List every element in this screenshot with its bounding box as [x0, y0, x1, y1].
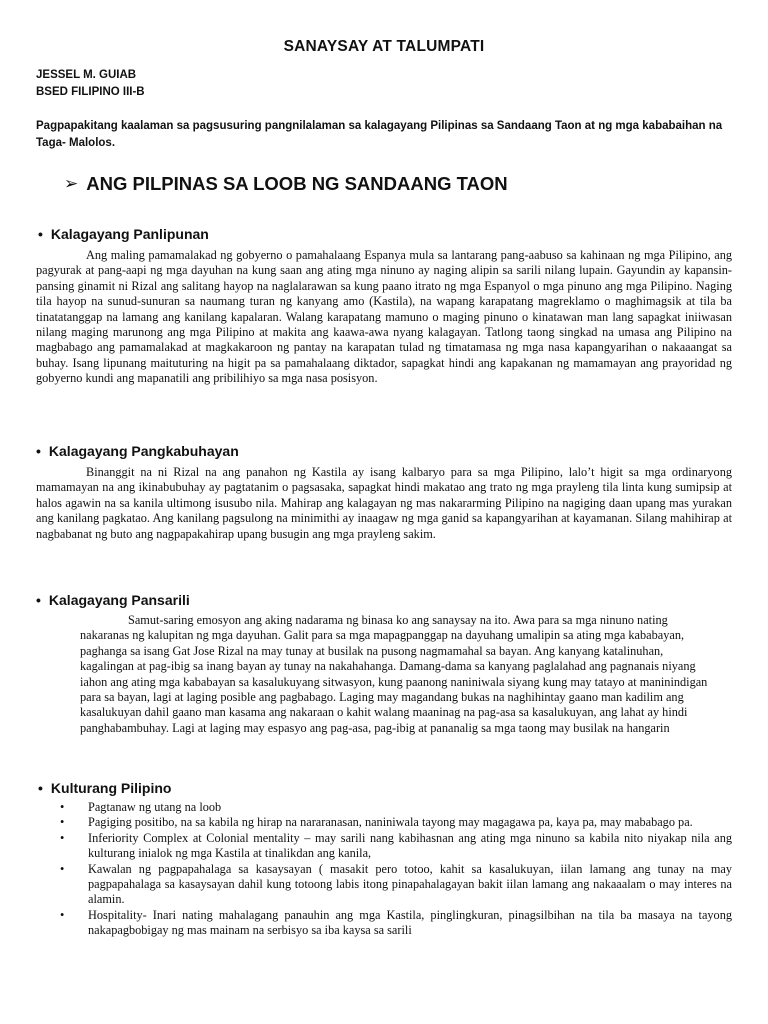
- bullet-icon: •: [60, 815, 65, 830]
- section-body-panlipunan: [36, 248, 732, 387]
- list-item: • Hospitality- Inari nating mahalagang panauhin ang mga Kastila, pinglingkuran, pinagsilbihan na tila ba masaya na tayong nakapagbobigay ng mas mainam na serbisyo sa iba kaysa sa sarili: [60, 907, 732, 938]
- section-heading-text: Kalagayang Pangkabuhayan: [48, 443, 239, 459]
- list-item: • Inferiority Complex at Colonial mentality – may sarili nang kabihasnan ang ating mga ninuno sa kabila nito niyakap nila ang kulturang inialok ng mga Kastila at tinalikdan ang kanila,: [60, 830, 732, 861]
- bullet-icon: •: [38, 780, 43, 796]
- main-heading: [64, 173, 508, 195]
- section-heading-text: Kalagayang Panlipunan: [50, 226, 209, 242]
- list-item: • Pagtanaw ng utang na loob: [60, 800, 222, 814]
- author-name: JESSEL M. GUIAB: [36, 69, 137, 81]
- author-course: BSED FILIPINO III-B: [36, 86, 145, 98]
- bullet-icon: •: [60, 907, 65, 922]
- paragraph-text: Binanggit na ni Rizal na ang panahon ng Kastila ay isang kalbaryo para sa mga Pilipino, lalo’t higit sa mga ordinaryong mamamayan na ang ikinabubuhay ay pagtatanim o pagsasaka, sapagkat hindi makatao ang trato ng mga prayleng tila linta kung sumipsip at halos agawin na sa kanila ultimong isusubo nila. Mahirap ang kalagayan ng mas nakararming Pilipino na nagiging daan upang mas yurakan ang kanilang pagkatao. Ang kanilang pagsulong na minimithi ay inaagaw ng mga ganid sa kapangyarihan at kayamanan. Silang mahihirap at nagbabanat ng buto ang nagpapakahirap upang busugin ang mga prayleng sakim.: [36, 465, 732, 541]
- section-heading-pansarili: [36, 592, 190, 608]
- list-item: • Kawalan ng pagpapahalaga sa kasaysayan ( masakit pero totoo, kahit sa kasalukuyan, iilan lamang ang tunay na may pagpapahalaga sa kasaysayan dahil kung totoong labis itong pinapahalagayan bakit iilan lamang ang nakaaalam o may interes na alamin.: [60, 861, 732, 907]
- section-heading-pangkabuhayan: [36, 443, 239, 459]
- bullet-icon: •: [36, 592, 41, 608]
- list-item: • Pagiging positibo, na sa kabila ng hirap na nararanasan, naniniwala tayong may magagawa pa, kaya pa, may mababago pa.: [60, 815, 693, 830]
- document-title: SANAYSAY AT TALUMPATI: [283, 38, 485, 55]
- bullet-icon: •: [36, 443, 41, 459]
- bullet-icon: •: [60, 800, 65, 814]
- section-body-pangkabuhayan: [36, 465, 732, 542]
- section-heading-panlipunan: [38, 226, 209, 242]
- paragraph-text: Ang maling pamamalakad ng gobyerno o pamahalaang Espanya mula sa lantarang pang-aabuso sa kahinaan ng mga Pilipino, ang pagyurak at pang-aapi ng mga dayuhan na kung saan ang ating mga ninuno ay naging alipin sa sarili nilang lupain. Gayundin ay kapansin-pansing ginamit ni Rizal ang salitang hayop na naglalarawan sa kung paano itrato ng mga Espanyol o mga pinuno ang mga Pilipino. Naging tila hayop na sunud-sunuran sa naumang turan ng kanyang amo (Kastila), na wapang karapatang magreklamo o maghimagsik at tila ba tinatatanggap na lamang ang kanilang kapalaran. Walang karapatang mamuno o maging pinuno o kinatawan man lang sapagkat iniiwasan nilang maging marunong ang mga Pilipino at makita ang kaawa-awa nyang kalagayan. Tatlong taong singkad na umasa ang Pilipino na magbabago ang pamamalakad at magkakaroon ng pantay na karapatan tulad ng timatamasa ng mga nasa kapangyarihan o nakaaangat sa buhay. Isang lipunang maituturing na higit pa sa pamahalaang diktador, sapagkat hindi ang kapakanan ng mamamayan ang prayoridad ng gobyerno kundi ang mapanatili ang pribilihiyo sa mga nasa posisyon.: [36, 248, 732, 386]
- bullet-icon: •: [60, 830, 65, 845]
- arrow-bullet-icon: ➢: [64, 174, 79, 193]
- kultura-list: [60, 800, 732, 939]
- section-body-pansarili: [80, 613, 720, 736]
- paragraph-text: Samut-saring emosyon ang aking nadarama ng binasa ko ang sanaysay na ito. Awa para sa mga ninuno nating nakaranas ng kalupitan ng mga dayuhan. Galit para sa mga mapagpanggap na dayuhang umalipin sa ating mga kababayan, paghanga sa isang Gat Jose Rizal na may tunay at busilak na pusong nagmamahal sa bayan. Ang kanyang katalinuhan, kagalingan at pag-ibig sa inang bayan ay tunay na nakahahanga. Damang-dama sa kanyang paglalahad ang pagnanais niyang iahon ang ating mga kababayan sa kasalukuyang sitwasyon, kung paanong naniniwala siyang kung may tatayo at maninindigan para sa bayan, lagi at laging posible ang pagbabago. Laging may magandang bukas na naghihintay gaano man kadilim ang kasalukuyan dahil gaano man kasama ang nakaraan o kahit walang maaninag na pag-asa sa kasalukuyan, ang lahat ay hindi panghabambuhay. Lagi at laging may espasyo ang pag-asa, pag-ibig at pananalig sa mga taong may busilak na hangarin: [80, 613, 708, 735]
- bullet-icon: •: [38, 226, 43, 242]
- section-heading-kultura: [38, 780, 171, 796]
- section-heading-text: Kulturang Pilipino: [50, 780, 172, 796]
- intro-statement: Pagpapakitang kaalaman sa pagsusuring pangnilalaman sa kalagayang Pilipinas sa Sandaang Taon at ng mga kababaihan na Taga- Malolos.: [36, 120, 723, 149]
- main-heading-text: ANG PILPINAS SA LOOB NG SANDAANG TAON: [86, 173, 508, 194]
- bullet-icon: •: [60, 861, 65, 876]
- section-heading-text: Kalagayang Pansarili: [48, 592, 190, 608]
